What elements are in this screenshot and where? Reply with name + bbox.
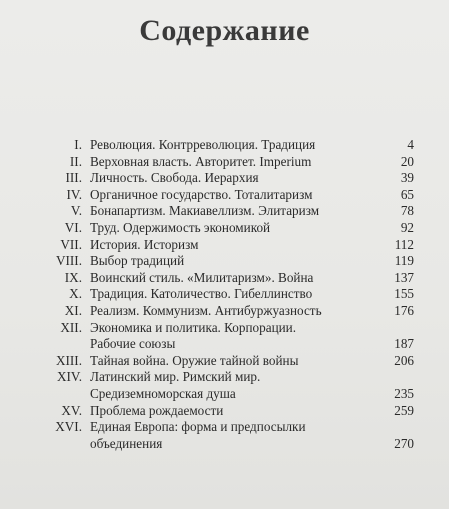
chapter-title: Верховная власть. Авторитет. Imperium [90, 153, 312, 169]
chapter-number: V. [70, 203, 82, 219]
chapter-number: XI. [64, 302, 82, 318]
toc-entry [30, 303, 414, 320]
chapter-title-continued: Рабочие союзы [90, 336, 176, 352]
toc-entry [30, 286, 414, 303]
chapter-number: X. [69, 286, 82, 302]
toc-entry [30, 137, 414, 154]
chapter-title: Экономика и политика. Корпорации. [90, 319, 297, 335]
toc-entry [30, 220, 414, 237]
chapter-number: IX. [64, 269, 82, 285]
page-number: 206 [394, 352, 414, 368]
toc-entry-continuation [30, 436, 414, 453]
toc-entry [30, 253, 414, 270]
chapter-title-continued: объединения [90, 435, 163, 451]
chapter-number: XV. [61, 402, 82, 418]
chapter-title: Реализм. Коммунизм. Антибуржуазность [90, 302, 322, 318]
table-of-contents [30, 137, 414, 452]
chapter-title: Проблема рождаемости [90, 402, 224, 418]
chapter-title: Революция. Контрреволюция. Традиция [90, 137, 316, 152]
toc-entry [30, 369, 414, 386]
page-number: 155 [394, 286, 414, 302]
page-number: 4 [407, 137, 414, 152]
chapter-number: III. [65, 170, 82, 186]
chapter-title-continued: Средиземноморская душа [90, 385, 236, 401]
chapter-title: Латинский мир. Римский мир. [90, 369, 261, 385]
page-number: 20 [400, 153, 414, 169]
chapter-title: Воинский стиль. «Милитаризм». Война [90, 269, 314, 285]
toc-entry [30, 320, 414, 337]
chapter-number: VIII. [56, 253, 82, 269]
chapter-title: История. Историзм [90, 236, 199, 252]
toc-entry [30, 203, 414, 220]
chapter-number: XII. [60, 319, 82, 335]
toc-entry [30, 154, 414, 171]
page-number: 259 [394, 402, 414, 418]
toc-entry-continuation [30, 386, 414, 403]
page-number: 270 [394, 435, 414, 451]
page-number: 137 [394, 269, 414, 285]
page-number: 112 [394, 236, 414, 252]
chapter-number: VI. [64, 219, 82, 235]
toc-entry [30, 419, 414, 436]
chapter-title: Традиция. Католичество. Гибеллинство [90, 286, 313, 302]
page-number: 235 [394, 385, 414, 401]
page-number: 65 [400, 186, 414, 202]
chapter-number: XIV. [56, 369, 82, 385]
toc-entry [30, 187, 414, 204]
chapter-title: Выбор традиций [90, 253, 185, 269]
chapter-title: Труд. Одержимость экономикой [90, 219, 271, 235]
chapter-title: Личность. Свобода. Иерархия [90, 170, 259, 186]
toc-entry [30, 170, 414, 187]
toc-entry [30, 353, 414, 370]
toc-entry [30, 237, 414, 254]
page-number: 176 [394, 302, 414, 318]
chapter-title: Бонапартизм. Макиавеллизм. Элитаризм [90, 203, 320, 219]
chapter-number: I. [74, 137, 82, 152]
page-number: 92 [400, 219, 414, 235]
page-number: 39 [400, 170, 414, 186]
page-number: 78 [400, 203, 414, 219]
toc-entry-continuation [30, 336, 414, 353]
chapter-number: XVI. [55, 419, 82, 435]
chapter-number: IV. [66, 186, 82, 202]
chapter-title: Органичное государство. Тоталитаризм [90, 186, 313, 202]
chapter-title: Единая Европа: форма и предпосылки [90, 419, 306, 435]
chapter-number: XIII. [56, 352, 82, 368]
chapter-number: VII. [60, 236, 82, 252]
page-number: 119 [394, 253, 414, 269]
page-number: 187 [394, 336, 414, 352]
toc-entry [30, 270, 414, 287]
chapter-number: II. [69, 153, 82, 169]
page-title: Содержание [139, 14, 310, 47]
chapter-title: Тайная война. Оружие тайной войны [90, 352, 299, 368]
toc-entry [30, 403, 414, 420]
